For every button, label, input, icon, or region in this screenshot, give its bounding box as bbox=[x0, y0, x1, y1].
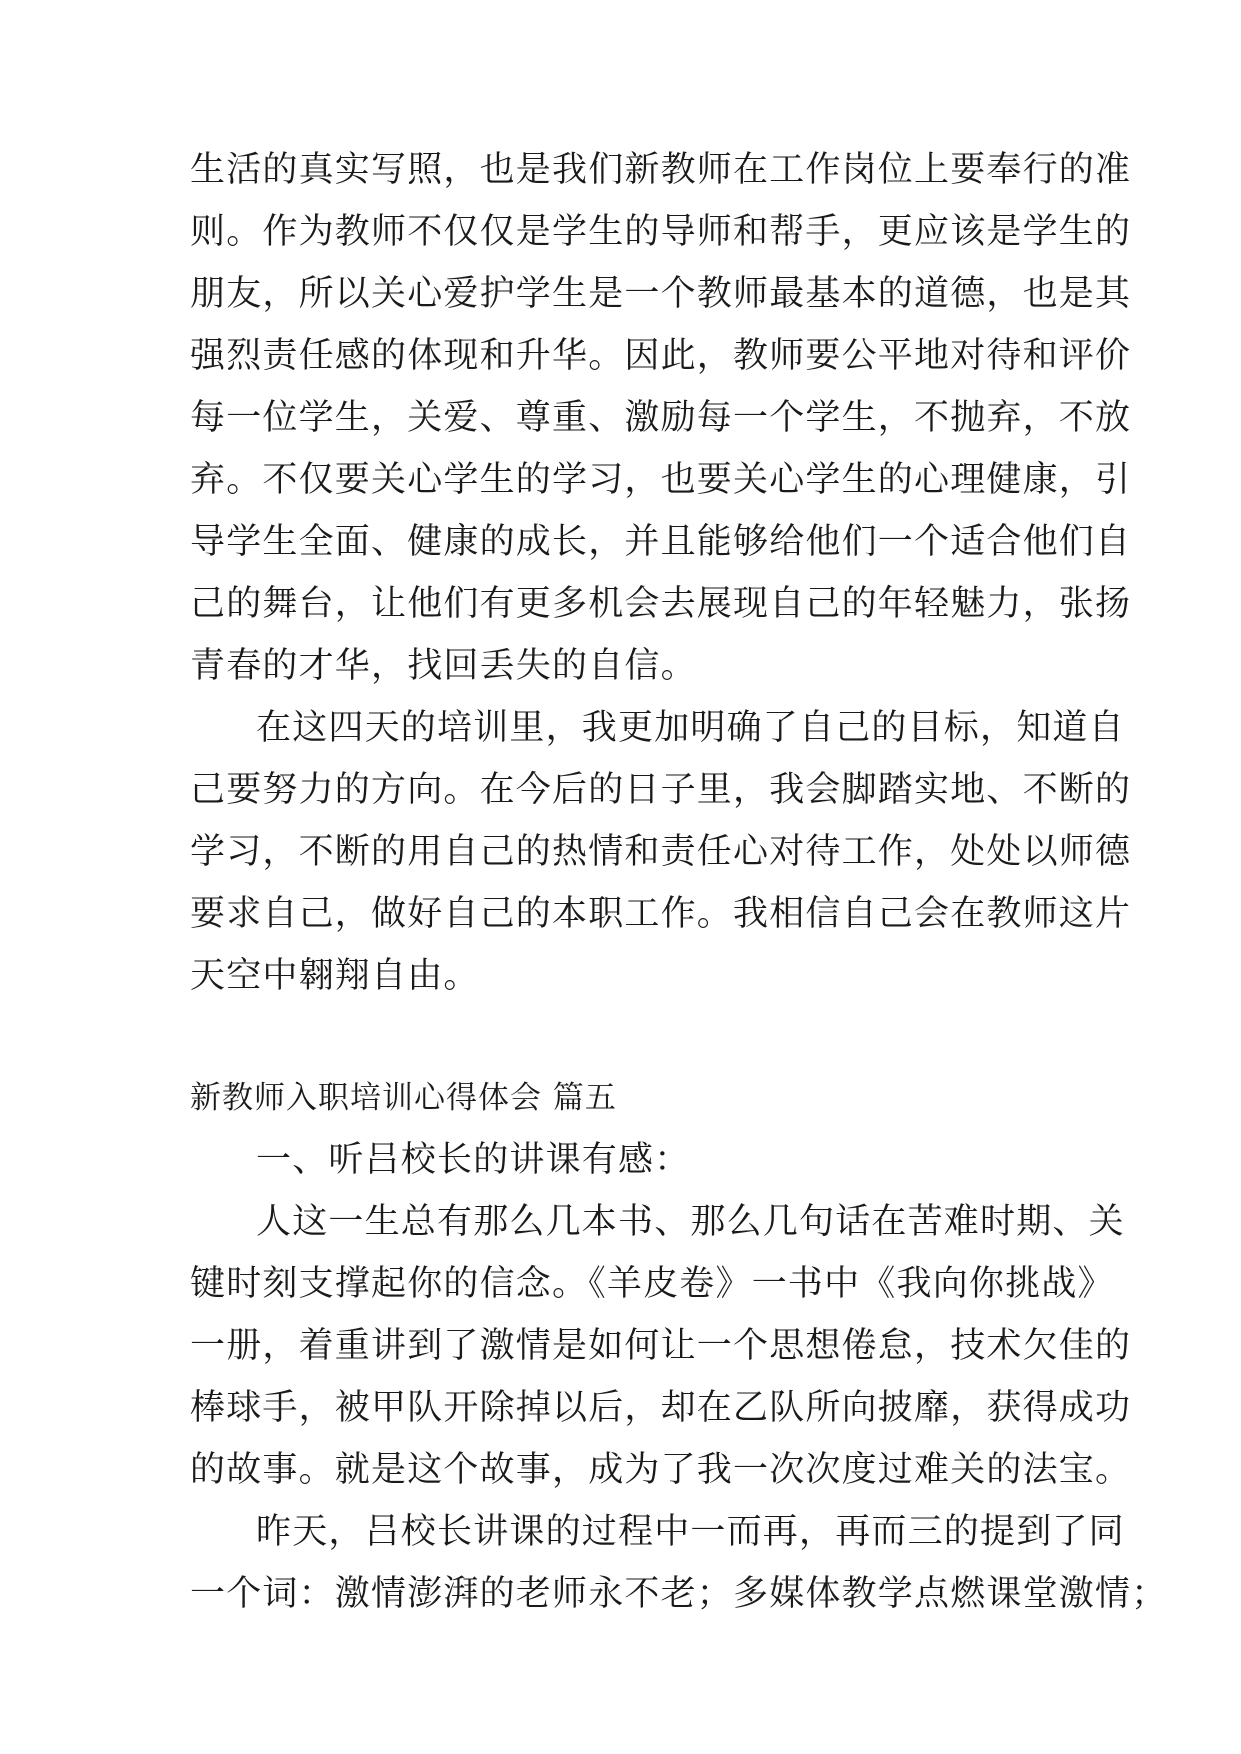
paragraph-line: 学习，不断的用自己的热情和责任心对待工作，处处以师德 bbox=[190, 832, 1132, 872]
paragraph-line: 每一位学生，关爱、尊重、激励每一个学生，不抛弃，不放 bbox=[190, 398, 1132, 438]
paragraph-line: 青春的才华，找回丢失的自信。 bbox=[190, 646, 697, 686]
paragraph-line: 键时刻支撑起你的信念。《羊皮卷》一书中《我向你挑战》 bbox=[190, 1264, 1114, 1304]
paragraph-line: 弃。不仅要关心学生的学习，也要关心学生的心理健康，引 bbox=[190, 460, 1132, 500]
paragraph-line: 昨天，吕校长讲课的过程中一而再，再而三的提到了同 bbox=[256, 1512, 1125, 1552]
paragraph-line: 强烈责任感的体现和升华。因此，教师要公平地对待和评价 bbox=[190, 336, 1132, 376]
paragraph-line: 一册，着重讲到了激情是如何让一个思想倦怠，技术欠佳的 bbox=[190, 1326, 1132, 1366]
paragraph-line: 天空中翱翔自由。 bbox=[190, 956, 480, 996]
paragraph-line: 朋友，所以关心爱护学生是一个教师最基本的道德，也是其 bbox=[190, 274, 1132, 314]
paragraph-line: 导学生全面、健康的成长，并且能够给他们一个适合他们自 bbox=[190, 522, 1132, 562]
paragraph-line: 一个词：激情澎湃的老师永不老；多媒体教学点燃课堂激情； bbox=[190, 1574, 1168, 1614]
section-title: 新教师入职培训心得体会 篇五 bbox=[190, 1080, 617, 1116]
paragraph-line: 人这一生总有那么几本书、那么几句话在苦难时期、关 bbox=[256, 1202, 1125, 1242]
paragraph-line: 棒球手，被甲队开除掉以后，却在乙队所向披靡，获得成功 bbox=[190, 1388, 1132, 1428]
paragraph-line: 的故事。就是这个故事，成为了我一次次度过难关的法宝。 bbox=[190, 1450, 1132, 1490]
subheading: 一、听吕校长的讲课有感： bbox=[256, 1140, 691, 1180]
paragraph-line: 己要努力的方向。在今后的日子里，我会脚踏实地、不断的 bbox=[190, 770, 1132, 810]
paragraph-line: 则。作为教师不仅仅是学生的导师和帮手，更应该是学生的 bbox=[190, 212, 1132, 252]
paragraph-line: 要求自己，做好自己的本职工作。我相信自己会在教师这片 bbox=[190, 894, 1132, 934]
paragraph-line: 在这四天的培训里，我更加明确了自己的目标，知道自 bbox=[256, 708, 1125, 748]
paragraph-line: 己的舞台，让他们有更多机会去展现自己的年轻魅力，张扬 bbox=[190, 584, 1132, 624]
paragraph-line: 生活的真实写照，也是我们新教师在工作岗位上要奉行的准 bbox=[190, 150, 1132, 190]
